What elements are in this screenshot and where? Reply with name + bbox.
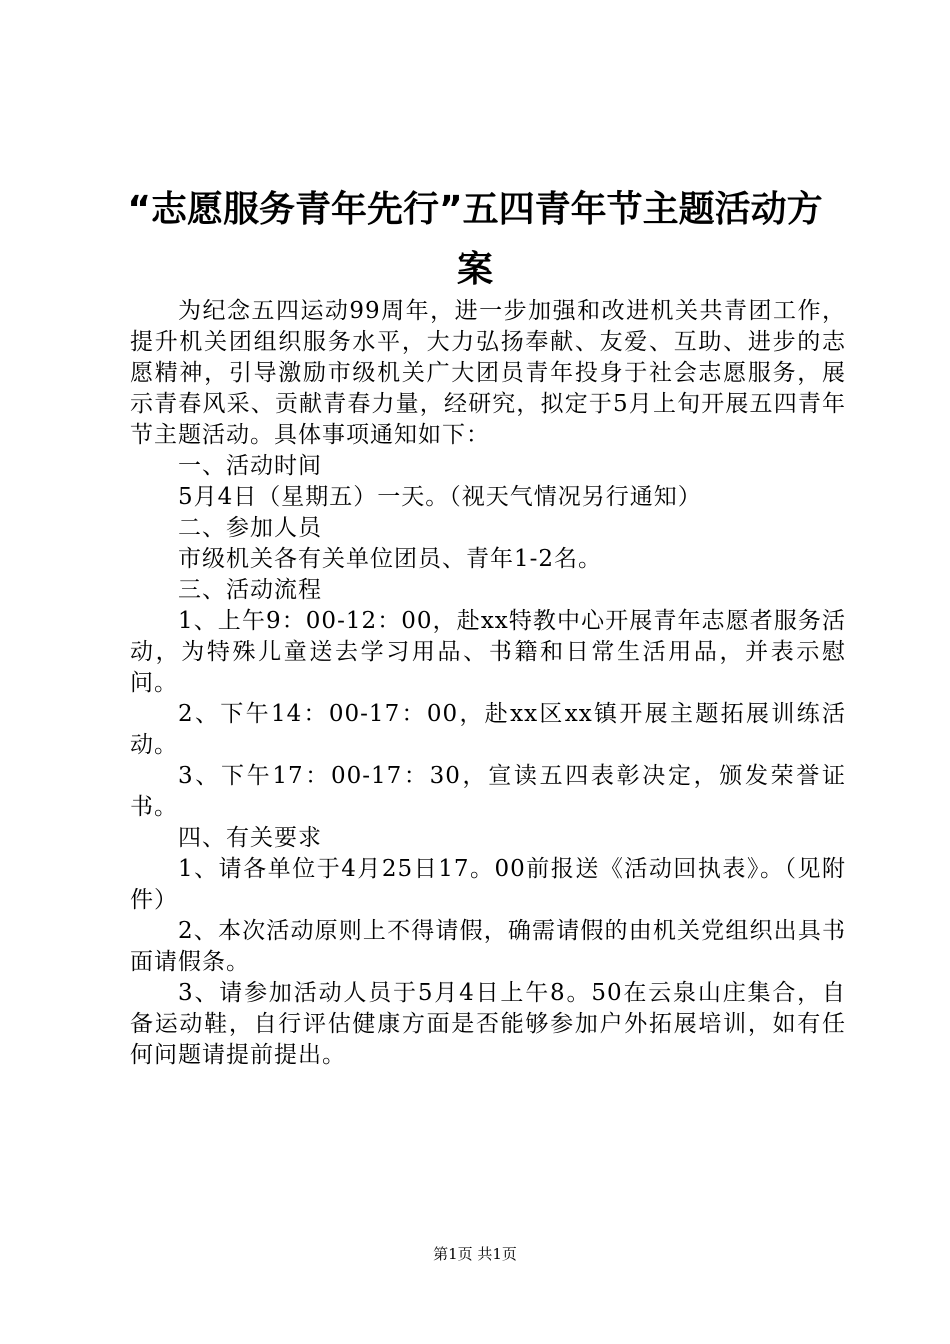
process-item-1: 1、上午9：00-12：00，赴xx特教中心开展青年志愿者服务活动，为特殊儿童送去学习用品、书籍和日常生活用品，并表示慰问。 [130, 608, 846, 696]
section-heading-time: 一、活动时间 [178, 453, 322, 479]
section-heading-process: 三、活动流程 [178, 577, 322, 603]
time-paragraph: 5月4日（星期五）一天。（视天气情况另行通知） [178, 484, 702, 510]
document-title: “志愿服务青年先行”五四青年节主题活动方案 [127, 189, 823, 290]
requirement-item-2: 2、本次活动原则上不得请假，确需请假的由机关党组织出具书面请假条。 [130, 918, 846, 975]
intro-paragraph: 为纪念五四运动99周年，进一步加强和改进机关共青团工作，提升机关团组织服务水平，大力弘扬奉献、友爱、互助、进步的志愿精神，引导激励市级机关广大团员青年投身于社会志愿服务，展示青春风采、贡献青春力量，经研究，拟定于5月上旬开展五四青年节主题活动。具体事项通知如下： [130, 298, 846, 448]
process-item-2: 2、下午14：00-17：00，赴xx区xx镇开展主题拓展训练活动。 [130, 701, 846, 758]
requirement-item-1: 1、请各单位于4月25日17。00前报送《活动回执表》。（见附件） [130, 856, 846, 913]
participants-paragraph: 市级机关各有关单位团员、青年1-2名。 [178, 546, 603, 572]
process-item-3: 3、下午17：00-17：30，宣读五四表彰决定，颁发荣誉证书。 [130, 763, 846, 820]
page-footer: 第1页 共1页 [433, 1245, 517, 1263]
document-body [130, 296, 846, 1071]
requirement-item-3: 3、请参加活动人员于5月4日上午8。50在云泉山庄集合，自备运动鞋，自行评估健康方面是否能够参加户外拓展培训，如有任何问题请提前提出。 [130, 980, 846, 1068]
section-heading-requirements: 四、有关要求 [178, 825, 322, 851]
section-heading-participants: 二、参加人员 [178, 515, 322, 541]
